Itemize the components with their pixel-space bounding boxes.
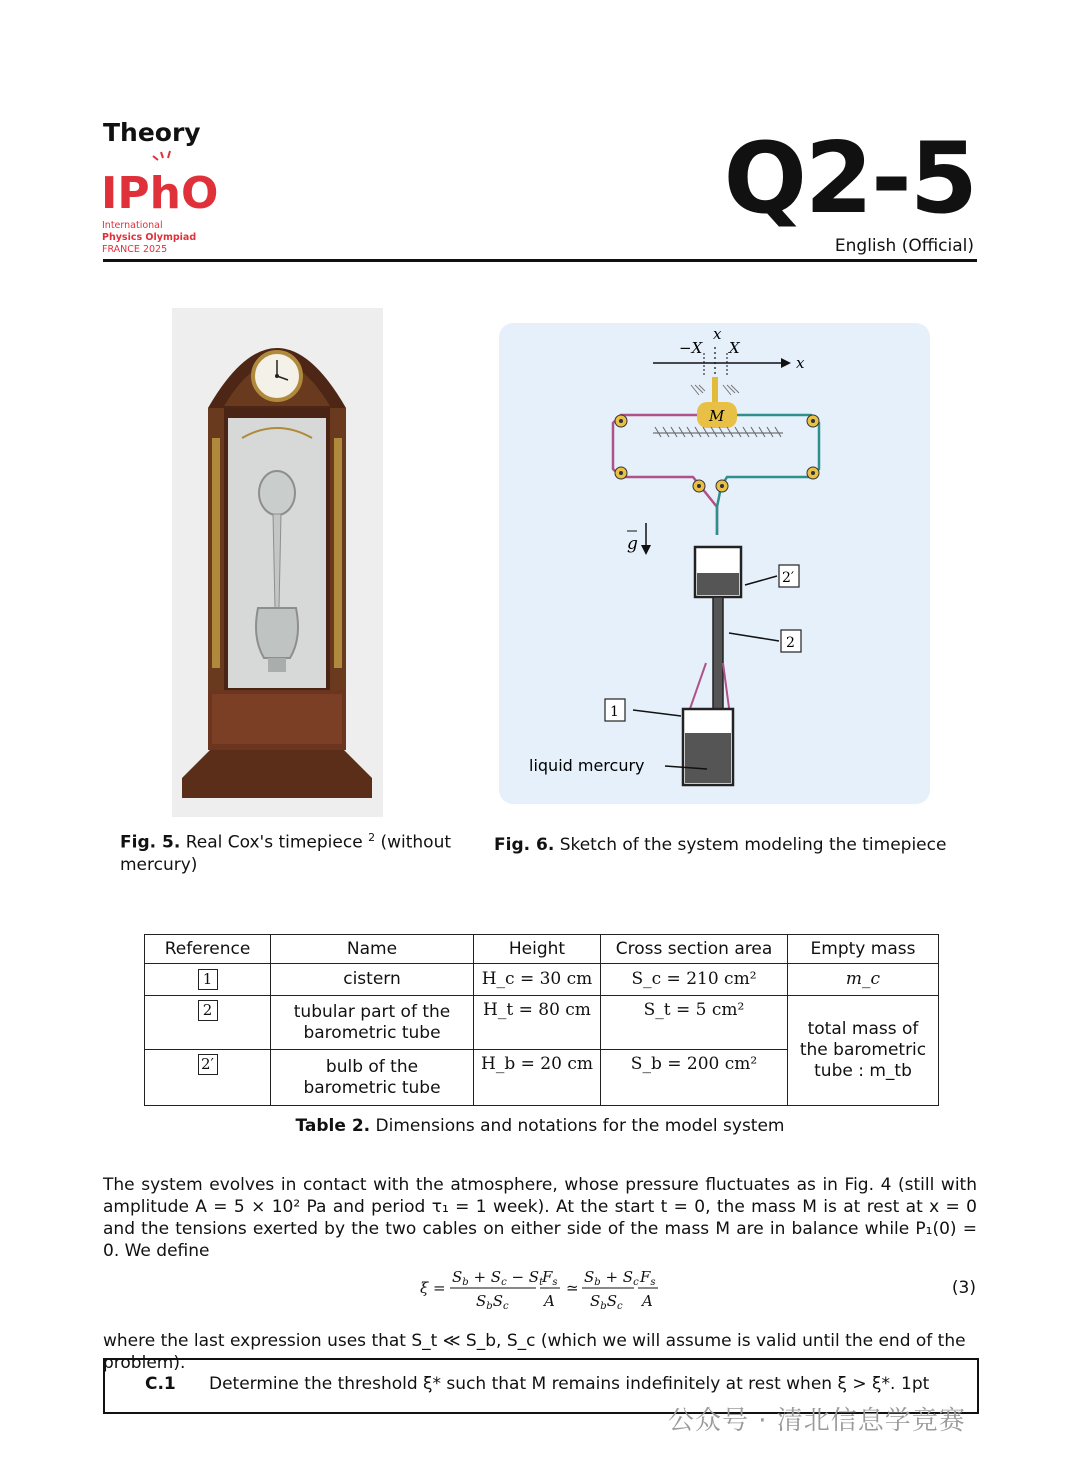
svg-text:SbSc: $S_bS_c$	[476, 1292, 509, 1312]
ref-2prime-label: 2′	[782, 570, 795, 586]
watermark: 公众号 · 清北信息学竞赛	[668, 1406, 966, 1436]
svg-text:ξ =: ξ =	[420, 1279, 446, 1297]
col-reference: Reference	[145, 935, 271, 964]
mass-cell-merged: total mass of the barometric tube : m_tb	[788, 996, 939, 1106]
table-row	[145, 996, 939, 1050]
svg-text:Sb + Sc: $S_b + S_c$	[584, 1268, 639, 1288]
fig5-caption-text-2: (without mercury)	[120, 832, 452, 875]
section-title: Theory	[103, 118, 201, 147]
logo-mark: IPhO	[101, 168, 219, 219]
svg-text:Fs: $F_s$	[640, 1268, 656, 1288]
ref-cell: 2	[198, 1000, 218, 1021]
x-axis-label: x	[796, 354, 805, 372]
name-cell: cistern	[271, 964, 474, 996]
table-caption-text: Dimensions and notations for the model system	[375, 1116, 785, 1136]
fig5-caption-text: Real Cox's timepiece	[185, 832, 363, 853]
col-area: Cross section area	[601, 935, 788, 964]
height-cell: H_c = 30 cm	[474, 964, 601, 996]
height-cell: H_t = 80 cm	[474, 996, 601, 1050]
mass-cell: m_c	[788, 964, 939, 996]
name-cell: tubular part of the barometric tube	[271, 996, 474, 1050]
dimensions-table	[144, 934, 939, 1106]
equation-number: (3)	[951, 1278, 976, 1298]
gravity-label: g	[627, 534, 638, 554]
plus-X-label: X	[729, 339, 740, 357]
area-cell: S_b = 200 cm²	[601, 1050, 788, 1106]
table-caption	[144, 1116, 936, 1136]
cox-timepiece-photo	[172, 308, 383, 817]
col-mass: Empty mass	[788, 935, 939, 964]
fig5-caption	[120, 827, 460, 876]
question-number: Q2-5	[723, 122, 976, 236]
svg-text:A: A	[544, 1292, 555, 1310]
logo-line-2: Physics Olympiad	[102, 232, 197, 243]
model-sketch	[499, 323, 930, 804]
ref-1-label: 1	[610, 704, 619, 720]
question-id: C.1	[145, 1374, 176, 1394]
svg-text:Sb + Sc − St: $S_b + S_c - S_t$	[452, 1268, 544, 1288]
ref-cell: 2′	[198, 1054, 218, 1075]
logo-line-1: International	[102, 220, 163, 231]
xi-definition-equation	[420, 1264, 670, 1314]
language-label: English (Official)	[834, 236, 974, 256]
table-caption-label: Table 2.	[295, 1116, 371, 1136]
header-divider	[103, 259, 977, 262]
fig6-caption	[494, 834, 954, 856]
mass-label: M	[709, 407, 725, 425]
ipho-logo	[101, 148, 219, 258]
question-points: 1pt	[901, 1374, 930, 1394]
question-text: Determine the threshold ξ* such that M remains indefinitely at rest when ξ > ξ*.	[209, 1374, 896, 1394]
col-height: Height	[474, 935, 601, 964]
body-paragraph: The system evolves in contact with the atmosphere, whose pressure fluctuates as in Fig. 4 (still with amplitude A = 5 × 10² Pa and period τ₁ = 1 week). At the start t = 0, the mass M is at rest at x = 0 and the tensions exerted by the two cables on either side of the mass M are in balance while P₁(0) = 0. We define	[103, 1175, 977, 1261]
area-cell: S_t = 5 cm²	[601, 996, 788, 1050]
minus-X-label: −X	[679, 339, 703, 357]
svg-text:A: A	[642, 1292, 653, 1310]
mercury-label: liquid mercury	[529, 756, 645, 775]
table-row	[145, 964, 939, 996]
fig5-footnote: 2	[368, 831, 376, 844]
name-cell: bulb of the barometric tube	[271, 1050, 474, 1106]
svg-text:≃: ≃	[566, 1279, 579, 1297]
assumption-text: where the last expression uses that S_t ≪ S_b, S_c (which we will assume is valid until the end of the problem).	[103, 1331, 966, 1373]
fig5-label: Fig. 5.	[120, 832, 181, 853]
svg-text:Fs: $F_s$	[542, 1268, 558, 1288]
ref-cell: 1	[198, 969, 218, 990]
fig6-label: Fig. 6.	[494, 835, 555, 855]
area-cell: S_c = 210 cm²	[601, 964, 788, 996]
fig6-caption-text: Sketch of the system modeling the timepiece	[559, 835, 947, 855]
col-name: Name	[271, 935, 474, 964]
x-top-label: x	[713, 325, 722, 343]
height-cell: H_b = 20 cm	[474, 1050, 601, 1106]
ref-2-label: 2	[786, 635, 795, 651]
svg-text:SbSc: $S_bS_c$	[590, 1292, 623, 1312]
logo-line-3: FRANCE 2025	[102, 244, 168, 255]
